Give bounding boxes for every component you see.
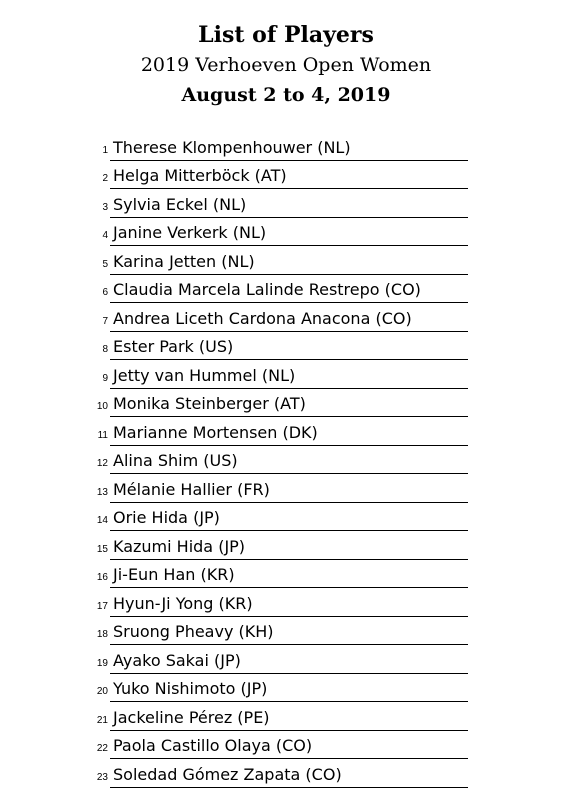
player-name: Marianne Mortensen (DK): [113, 422, 318, 442]
player-number: 13: [96, 486, 108, 498]
player-name: Ayako Sakai (JP): [113, 650, 241, 670]
event-name: 2019 Verhoeven Open Women: [140, 54, 432, 76]
player-name: Janine Verkerk (NL): [113, 223, 267, 242]
player-name: Mélanie Hallier (FR): [113, 479, 270, 499]
list-item: [0, 645, 572, 674]
list-item: [0, 617, 572, 646]
list-item: [0, 275, 572, 304]
player-number: 1: [102, 144, 108, 156]
player-number: 21: [96, 714, 108, 726]
player-name: Jackeline Pérez (PE): [113, 707, 270, 727]
player-number: 7: [102, 315, 108, 327]
player-number: 11: [97, 429, 108, 441]
list-item: [0, 588, 572, 617]
list-item: [0, 417, 572, 446]
player-name: Orie Hida (JP): [113, 508, 220, 527]
player-number: 10: [96, 401, 108, 412]
player-number: 19: [96, 657, 108, 669]
player-number: 5: [102, 258, 108, 270]
list-item: [0, 759, 572, 788]
underline: [110, 787, 468, 788]
list-item: [0, 702, 572, 731]
player-number: 15: [96, 543, 108, 555]
player-number: 14: [96, 515, 108, 526]
player-number: 8: [102, 344, 108, 355]
player-name: Helga Mitterböck (AT): [113, 166, 287, 185]
list-item: [0, 531, 572, 560]
player-name: Sylvia Eckel (NL): [113, 194, 247, 214]
player-name: Paola Castillo Olaya (CO): [113, 736, 313, 755]
list-item: [0, 474, 572, 503]
player-number: 23: [96, 771, 108, 783]
player-name: Claudia Marcela Lalinde Restrepo (CO): [113, 280, 421, 299]
player-name: Sruong Pheavy (KH): [113, 622, 274, 641]
list-item: [0, 446, 572, 475]
list-item: [0, 303, 572, 332]
player-number: 22: [96, 743, 108, 754]
player-number: 6: [102, 287, 108, 298]
player-number: 17: [96, 600, 108, 612]
player-name: Soledad Gómez Zapata (CO): [113, 764, 342, 784]
player-name: Andrea Liceth Cardona Anacona (CO): [113, 308, 412, 328]
player-number: 16: [96, 572, 108, 583]
list-item: [0, 189, 572, 218]
player-number: 3: [102, 201, 108, 213]
player-number: 2: [102, 173, 108, 184]
list-item: [0, 360, 572, 389]
list-item: [0, 246, 572, 275]
list-item: [0, 161, 572, 190]
player-name: Hyun-Ji Yong (KR): [113, 593, 253, 613]
player-name: Jetty van Hummel (NL): [113, 365, 296, 385]
list-item: [0, 389, 572, 418]
player-number: 9: [102, 372, 108, 384]
player-name: Kazumi Hida (JP): [113, 536, 246, 556]
player-name: Karina Jetten (NL): [113, 251, 255, 271]
list-item: [0, 132, 572, 161]
event-dates: August 2 to 4, 2019: [181, 84, 391, 106]
player-name: Alina Shim (US): [113, 451, 238, 470]
player-name: Monika Steinberger (AT): [113, 394, 306, 413]
player-list: [0, 132, 572, 788]
player-name: Therese Klompenhouwer (NL): [113, 137, 351, 157]
list-item: [0, 218, 572, 247]
page-title: List of Players: [198, 22, 374, 48]
player-number: 12: [96, 458, 108, 469]
player-name: Ester Park (US): [113, 337, 234, 356]
list-item: [0, 731, 572, 760]
player-name: Ji-Eun Han (KR): [113, 565, 235, 584]
player-number: 20: [96, 686, 108, 697]
player-name: Yuko Nishimoto (JP): [113, 679, 268, 698]
list-item: [0, 503, 572, 532]
list-item: [0, 674, 572, 703]
player-number: 18: [96, 629, 108, 640]
list-item: [0, 332, 572, 361]
player-number: 4: [102, 230, 108, 241]
list-item: [0, 560, 572, 589]
